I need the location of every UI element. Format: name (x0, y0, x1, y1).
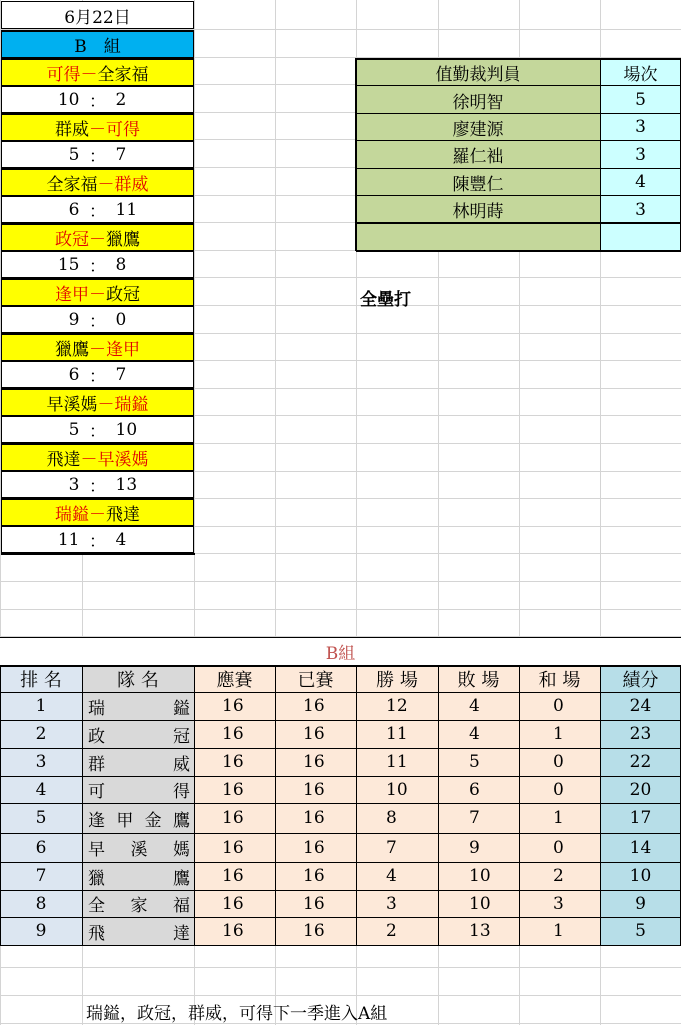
standings-col-border (194, 665, 195, 945)
standings-ties-cell[interactable]: 3 (519, 890, 600, 917)
standings-row-border (0, 833, 681, 834)
team-name-char: 鷹 (173, 868, 190, 889)
standings-ties-cell[interactable]: 0 (519, 692, 600, 720)
team-name-char: 冠 (173, 726, 190, 747)
standings-team-cell[interactable] (82, 748, 194, 776)
standings-team-cell[interactable] (82, 692, 194, 720)
home-team: 全家福 (46, 175, 98, 195)
home-score: 10 (57, 89, 80, 110)
standings-played-cell[interactable]: 16 (275, 720, 356, 748)
standings-team-cell[interactable] (82, 890, 194, 917)
team-name-char: 家 (130, 896, 148, 916)
versus-dash: － (89, 505, 106, 525)
home-score: 5 (68, 419, 80, 440)
standings-title[interactable]: B組 (0, 638, 681, 665)
standings-wins-cell[interactable]: 10 (356, 776, 438, 803)
away-score: 8 (115, 254, 127, 275)
home-team: 政冠 (55, 230, 89, 250)
umpire-header-name[interactable]: 值勤裁判員 (356, 59, 600, 86)
standings-played-cell[interactable]: 16 (275, 803, 356, 833)
team-name-char: 威 (173, 754, 190, 775)
team-name-char: 媽 (173, 840, 190, 860)
standings-wins-cell[interactable]: 11 (356, 720, 438, 748)
team-name-char: 政 (88, 726, 105, 747)
home-team: 獵鷹 (55, 340, 89, 360)
umpire-games[interactable]: 5 (600, 86, 681, 113)
umpire-games[interactable]: 3 (600, 196, 681, 223)
umpire-row-border (356, 113, 681, 114)
home-score: 15 (57, 254, 80, 275)
standings-scheduled-cell[interactable]: 16 (194, 890, 275, 917)
standings-row-border (0, 692, 681, 693)
standings-header[interactable]: 隊 名 (82, 665, 194, 692)
match-teams-cell[interactable] (1, 113, 194, 141)
standings-played-cell[interactable]: 16 (275, 776, 356, 803)
standings-team-cell[interactable] (82, 776, 194, 803)
match-teams-cell[interactable] (1, 443, 194, 471)
standings-scheduled-cell[interactable]: 16 (194, 776, 275, 803)
standings-row-border (0, 945, 681, 946)
umpire-games[interactable]: 4 (600, 169, 681, 196)
away-team: 獵鷹 (106, 230, 140, 250)
match-score-cell[interactable] (1, 196, 194, 223)
standings-played-cell[interactable]: 16 (275, 862, 356, 890)
umpire-games[interactable]: 3 (600, 114, 681, 141)
standings-rank-cell[interactable]: 6 (0, 833, 82, 862)
standings-points-cell[interactable]: 20 (600, 776, 681, 803)
umpire-name[interactable]: 羅仁袦 (356, 141, 600, 168)
standings-wins-cell[interactable]: 8 (356, 803, 438, 833)
standings-wins-cell[interactable]: 11 (356, 748, 438, 776)
standings-scheduled-cell[interactable]: 16 (194, 862, 275, 890)
team-name-char: 飛 (88, 923, 105, 944)
away-team: 全家福 (97, 65, 149, 85)
home-team: 飛達 (46, 450, 81, 470)
team-name-char: 金 (144, 810, 162, 831)
match-teams-cell[interactable] (1, 333, 194, 361)
standings-points-cell[interactable]: 23 (600, 720, 681, 748)
away-score: 4 (115, 529, 127, 550)
standings-ties-cell[interactable]: 1 (519, 803, 600, 833)
standings-ties-cell[interactable]: 0 (519, 776, 600, 803)
promotion-footer[interactable]: 瑞鎰，政冠，群威，可得下一季進入A組 (86, 1004, 388, 1024)
standings-losses-cell[interactable]: 6 (438, 776, 519, 803)
score-colon: ： (89, 477, 106, 497)
standings-row-border (0, 890, 681, 891)
umpire-row-border (356, 58, 681, 60)
umpire-header-games[interactable]: 場次 (600, 59, 681, 86)
standings-scheduled-cell[interactable]: 16 (194, 692, 275, 720)
standings-top-border (0, 637, 681, 638)
umpire-name[interactable] (356, 223, 600, 250)
match-score-cell[interactable] (1, 141, 194, 168)
match-teams-cell[interactable] (1, 278, 194, 306)
standings-points-cell[interactable]: 9 (600, 890, 681, 917)
standings-ties-cell[interactable]: 1 (519, 917, 600, 945)
standings-team-cell[interactable] (82, 862, 194, 890)
standings-team-cell[interactable] (82, 803, 194, 833)
standings-scheduled-cell[interactable]: 16 (194, 833, 275, 862)
standings-scheduled-cell[interactable]: 16 (194, 748, 275, 776)
standings-losses-cell[interactable]: 7 (438, 803, 519, 833)
standings-col-border (0, 665, 1, 945)
standings-header[interactable]: 勝 場 (356, 665, 438, 692)
standings-header[interactable]: 排 名 (0, 665, 82, 692)
home-score: 5 (68, 144, 80, 165)
umpire-row-border (356, 195, 681, 196)
standings-wins-cell[interactable]: 12 (356, 692, 438, 720)
team-name-char: 早 (88, 840, 105, 860)
standings-points-cell[interactable]: 14 (600, 833, 681, 862)
umpire-name[interactable]: 林明蒔 (356, 196, 600, 223)
standings-row-border (0, 862, 681, 863)
home-run-note[interactable]: 全壘打 (360, 289, 411, 310)
standings-header[interactable]: 和 場 (519, 665, 600, 692)
standings-col-border (356, 665, 357, 945)
standings-wins-cell[interactable]: 3 (356, 890, 438, 917)
home-team: 早溪媽 (46, 395, 98, 415)
standings-row-border (0, 720, 681, 721)
away-team: 可得 (106, 120, 140, 140)
standings-ties-cell[interactable]: 0 (519, 748, 600, 776)
match-teams-cell[interactable] (1, 223, 194, 251)
standings-scheduled-cell[interactable]: 16 (194, 803, 275, 833)
match-score-cell[interactable] (1, 361, 194, 388)
standings-losses-cell[interactable]: 4 (438, 692, 519, 720)
standings-row-border (0, 803, 681, 804)
standings-team-cell[interactable] (82, 720, 194, 748)
home-score: 6 (68, 364, 80, 385)
umpire-name[interactable]: 徐明智 (356, 86, 600, 113)
standings-played-cell[interactable]: 16 (275, 890, 356, 917)
standings-col-border (438, 665, 439, 945)
home-score: 6 (68, 199, 80, 220)
umpire-games[interactable] (600, 223, 681, 250)
home-score: 11 (57, 529, 80, 550)
team-name-char: 鷹 (172, 810, 190, 831)
away-score: 2 (115, 89, 127, 110)
team-name-char: 鎰 (173, 698, 190, 719)
standings-row-border (0, 917, 681, 918)
umpire-row-border (356, 85, 681, 86)
standings-points-cell[interactable]: 5 (600, 917, 681, 945)
away-score: 0 (115, 309, 127, 330)
team-name-char: 全 (88, 896, 105, 916)
away-team: 政冠 (106, 285, 140, 305)
standings-losses-cell[interactable]: 4 (438, 720, 519, 748)
standings-rank-cell[interactable]: 9 (0, 917, 82, 945)
standings-wins-cell[interactable]: 4 (356, 862, 438, 890)
standings-points-cell[interactable]: 22 (600, 748, 681, 776)
away-score: 7 (115, 144, 127, 165)
standings-wins-cell[interactable]: 2 (356, 917, 438, 945)
home-score: 9 (68, 309, 80, 330)
team-name-char: 甲 (116, 810, 134, 831)
umpire-name[interactable]: 廖建源 (356, 114, 600, 141)
standings-col-border (275, 665, 276, 945)
home-team: 逢甲 (55, 285, 89, 305)
umpire-row-border (356, 140, 681, 141)
standings-losses-cell[interactable]: 5 (438, 748, 519, 776)
schedule-bottom-border (1, 553, 195, 555)
away-score: 10 (115, 419, 138, 440)
home-team: 瑞鎰 (55, 505, 89, 525)
umpire-row-border (356, 250, 681, 252)
standings-col-border (519, 665, 520, 945)
match-score-cell[interactable] (1, 526, 194, 553)
match-score-cell[interactable] (1, 306, 194, 333)
versus-dash: － (97, 175, 115, 195)
standings-points-cell[interactable]: 24 (600, 692, 681, 720)
score-colon: ： (89, 312, 106, 332)
standings-row-border (0, 776, 681, 777)
away-team: 逢甲 (106, 340, 140, 360)
standings-rank-cell[interactable]: 7 (0, 862, 82, 890)
home-team: 群威 (55, 120, 89, 140)
standings-team-cell[interactable] (82, 917, 194, 945)
standings-played-cell[interactable]: 16 (275, 748, 356, 776)
match-score-cell[interactable] (1, 416, 194, 443)
standings-ties-cell[interactable]: 1 (519, 720, 600, 748)
match-score-cell[interactable] (1, 251, 194, 278)
standings-col-border (600, 665, 601, 945)
standings-rank-cell[interactable]: 8 (0, 890, 82, 917)
team-name-char: 達 (173, 923, 190, 944)
standings-losses-cell[interactable]: 13 (438, 917, 519, 945)
standings-col-border (82, 665, 83, 945)
versus-dash: － (89, 230, 106, 250)
versus-dash: － (97, 395, 115, 415)
match-teams-cell[interactable] (1, 58, 194, 86)
score-colon: ： (89, 422, 106, 442)
match-score-cell[interactable] (1, 86, 194, 113)
standings-header[interactable]: 應賽 (194, 665, 275, 692)
group-header[interactable]: B 組 (1, 30, 194, 58)
standings-header[interactable]: 績分 (600, 665, 681, 692)
standings-played-cell[interactable]: 16 (275, 692, 356, 720)
home-team: 可得 (46, 65, 81, 85)
date-cell[interactable]: 6月22日 (1, 1, 194, 29)
standings-played-cell[interactable]: 16 (275, 833, 356, 862)
standings-header[interactable]: 已賽 (275, 665, 356, 692)
match-teams-cell[interactable] (1, 168, 194, 196)
versus-dash: － (80, 450, 98, 470)
umpire-col-border (355, 58, 357, 251)
standings-ties-cell[interactable]: 2 (519, 862, 600, 890)
standings-played-cell[interactable]: 16 (275, 917, 356, 945)
home-score: 3 (68, 474, 80, 495)
standings-row-border (0, 748, 681, 749)
umpire-name[interactable]: 陳豐仁 (356, 169, 600, 196)
match-teams-cell[interactable] (1, 388, 194, 416)
team-name-char: 瑞 (88, 698, 105, 719)
team-name-char: 可 (88, 782, 105, 802)
away-team: 瑞鎰 (114, 395, 149, 415)
standings-ties-cell[interactable]: 0 (519, 833, 600, 862)
umpire-row-border (356, 222, 681, 224)
match-teams-cell[interactable] (1, 498, 194, 526)
standings-rank-cell[interactable]: 1 (0, 692, 82, 720)
versus-dash: － (89, 120, 106, 140)
standings-header[interactable]: 敗 場 (438, 665, 519, 692)
team-name-char: 獵 (88, 868, 105, 889)
standings-scheduled-cell[interactable]: 16 (194, 917, 275, 945)
score-colon: ： (89, 147, 106, 167)
umpire-games[interactable]: 3 (600, 141, 681, 168)
standings-rank-cell[interactable]: 5 (0, 803, 82, 833)
away-score: 7 (115, 364, 127, 385)
standings-points-cell[interactable]: 10 (600, 862, 681, 890)
match-score-cell[interactable] (1, 471, 194, 498)
team-name-char: 群 (88, 754, 105, 775)
away-team: 群威 (114, 175, 149, 195)
score-colon: ： (89, 257, 106, 277)
score-colon: ： (89, 202, 106, 222)
away-score: 13 (115, 474, 138, 495)
standings-scheduled-cell[interactable]: 16 (194, 720, 275, 748)
versus-dash: － (80, 65, 98, 85)
team-name-char: 溪 (130, 840, 148, 860)
standings-points-cell[interactable]: 17 (600, 803, 681, 833)
away-team: 早溪媽 (97, 450, 149, 470)
standings-losses-cell[interactable]: 10 (438, 862, 519, 890)
score-colon: ： (89, 92, 106, 112)
score-colon: ： (89, 367, 106, 387)
versus-dash: － (89, 340, 106, 360)
standings-losses-cell[interactable]: 10 (438, 890, 519, 917)
standings-losses-cell[interactable]: 9 (438, 833, 519, 862)
standings-rank-cell[interactable]: 4 (0, 776, 82, 803)
away-score: 11 (115, 199, 138, 220)
versus-dash: － (89, 285, 106, 305)
standings-row-border (0, 665, 681, 667)
team-name-char: 逢 (88, 810, 105, 831)
umpire-col-border (600, 58, 601, 251)
standings-wins-cell[interactable]: 7 (356, 833, 438, 862)
away-team: 飛達 (106, 505, 140, 525)
umpire-row-border (356, 168, 681, 169)
standings-team-cell[interactable] (82, 833, 194, 862)
standings-rank-cell[interactable]: 3 (0, 748, 82, 776)
score-colon: ： (89, 532, 106, 552)
team-name-char: 得 (173, 782, 190, 802)
team-name-char: 福 (173, 896, 190, 916)
standings-rank-cell[interactable]: 2 (0, 720, 82, 748)
